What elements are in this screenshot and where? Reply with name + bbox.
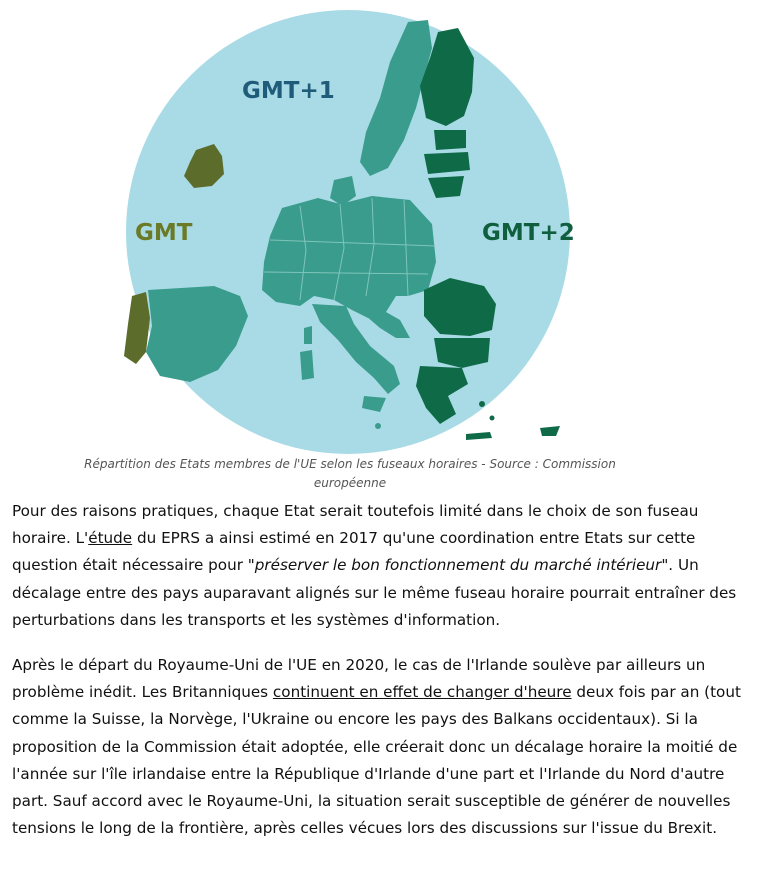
p1-text-3: ". Un décalage entre des pays auparavant alignés sur le même fuseau horaire pourrait entraîner des perturbations dans les transports et les systèmes d'information. (12, 556, 737, 629)
article-paragraph-1 (12, 498, 752, 634)
crete-shape (466, 432, 492, 440)
p1-text-2: du EPRS a ainsi estimé en 2017 qu'une coordination entre Etats sur cette question était nécessaire pour " (12, 529, 696, 575)
label-gmt: GMT (135, 220, 193, 246)
p2-text-1: Après le départ du Royaume-Uni de l'UE en 2020, le cas de l'Irlande soulève par ailleurs un problème inédit. Les Britanniques (12, 656, 706, 702)
portugal-shape (124, 292, 150, 364)
malta-shape (375, 423, 381, 429)
estonia-shape (434, 130, 466, 150)
label-gmt-plus-1: GMT+1 (242, 78, 335, 104)
cyprus-shape (540, 426, 560, 436)
etude-link[interactable]: étude (88, 529, 133, 548)
p2-text-2: deux fois par an (tout comme la Suisse, la Norvège, l'Ukraine ou encore les pays des Balkans occidentaux). Si la proposition de la Commission était adoptée, elle créerait donc un décalage horaire la moitié de l'année sur l'île irlandaise entre la République d'Irlande d'une part et l'Irlande du Nord d'autre part. Sauf accord avec le Royaume-Uni, la situation serait susceptible de générer de nouvelles tensions le long de la frontière, après celles vécues lors des discussions sur l'issue du Brexit. (12, 683, 741, 838)
changer-heure-link[interactable]: continuent en effet de changer d'heure (272, 683, 572, 702)
aegean-island-shape (490, 416, 495, 421)
aegean-island-shape (479, 401, 485, 407)
p1-text-1: Pour des raisons pratiques, chaque Etat serait toutefois limité dans le choix de son fuseau horaire. L' (12, 502, 699, 548)
corsica-shape (304, 326, 312, 344)
label-gmt-plus-2: GMT+2 (482, 220, 575, 246)
p1-quote: préserver le bon fonctionnement du marché intérieur (254, 556, 662, 575)
article-paragraph-2 (12, 652, 752, 842)
figure-caption: Répartition des Etats membres de l'UE selon les fuseaux horaires - Source : Commission européenne (84, 457, 616, 490)
sardinia-shape (300, 350, 314, 380)
